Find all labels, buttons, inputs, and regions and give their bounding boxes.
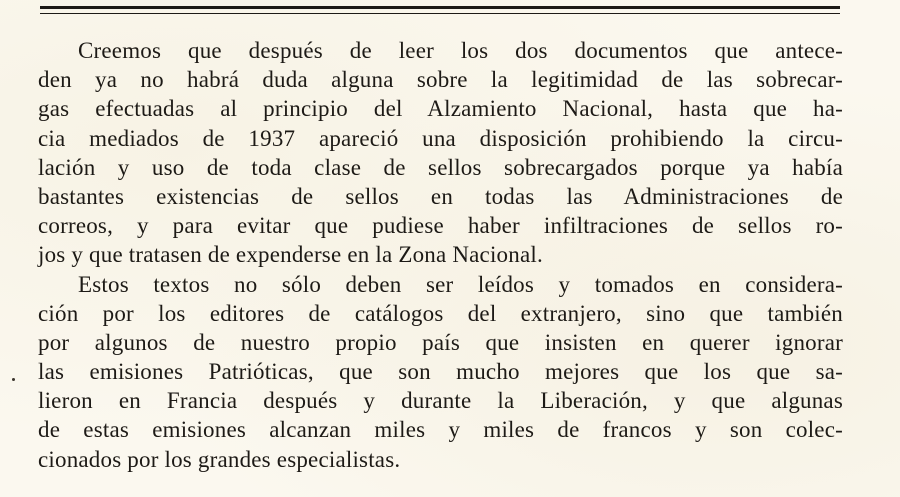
text-line: Estos textos no sólo deben ser leídos y tomados en considera-: [78, 271, 843, 297]
text-line: cia mediados de 1937 apareció una disposición prohibiendo la circu-: [38, 125, 843, 151]
text-line: por algunos de nuestro propio país que insisten en querer ignorar: [38, 329, 843, 355]
text-line: lación y uso de toda clase de sellos sobrecargados porque ya había: [38, 154, 843, 180]
text-line: cionados por los grandes especialistas.: [38, 446, 401, 472]
top-double-rule: [40, 6, 840, 16]
top-rule-thin: [40, 13, 840, 14]
print-speck: [12, 378, 15, 381]
text-line: bastantes existencias de sellos en todas las Administraciones de: [38, 183, 843, 209]
text-line: correos, y para evitar que pudiese haber infiltraciones de sellos ro-: [38, 213, 843, 239]
text-line: Creemos que después de leer los dos documentos que antece-: [78, 38, 843, 63]
text-line: gas efectuadas al principio del Alzamiento Nacional, hasta que ha-: [38, 96, 843, 122]
body-text: [38, 36, 843, 474]
text-line: lieron en Francia después y durante la Liberación, y que algunas: [38, 388, 843, 414]
top-rule-thick: [40, 6, 840, 9]
text-line: ción por los editores de catálogos del extranjero, sino que también: [38, 300, 843, 326]
text-line: las emisiones Patrióticas, que son mucho mejores que los que sa-: [38, 359, 843, 385]
text-line: den ya no habrá duda alguna sobre la legitimidad de las sobrecar-: [38, 67, 843, 93]
text-line: de estas emisiones alcanzan miles y miles de francos y son colec-: [38, 417, 843, 443]
text-line: jos y que tratasen de expenderse en la Zona Nacional.: [38, 242, 543, 268]
